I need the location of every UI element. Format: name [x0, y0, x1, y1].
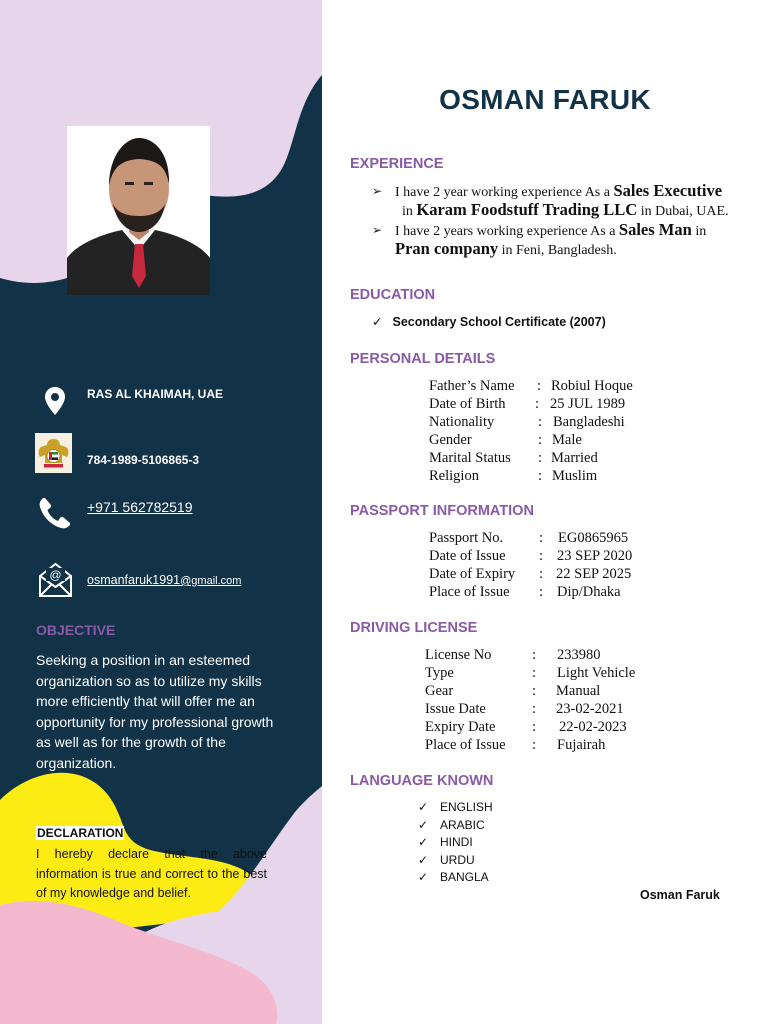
license-row: Place of Issue : Fujairah: [425, 737, 606, 753]
personal-row: Date of Birth : 25 JUL 1989: [429, 396, 626, 412]
personal-row: Religion : Muslim: [429, 468, 598, 484]
passport-table: [429, 530, 669, 602]
personal-row: Marital Status : Married: [429, 450, 598, 466]
personal-row: Nationality : Bangladeshi: [429, 414, 625, 430]
experience-list: [372, 183, 742, 261]
driving-license-heading: DRIVING LICENSE: [350, 620, 478, 636]
passport-heading: PASSPORT INFORMATION: [350, 503, 534, 519]
phone-icon: [38, 496, 72, 535]
experience-heading: EXPERIENCE: [350, 156, 444, 172]
arrow-bullet-icon: ➢: [372, 184, 383, 198]
check-icon: ✓: [418, 852, 429, 867]
location-text: RAS AL KHAIMAH, UAE: [87, 387, 224, 401]
svg-text:@: @: [49, 568, 62, 582]
license-row: Gear : Manual: [425, 683, 601, 699]
license-row: License No : 233980: [425, 647, 601, 663]
sidebar: [0, 0, 322, 1024]
license-row: Type : Light Vehicle: [425, 665, 636, 681]
email-user: osmanfaruk1991: [87, 573, 181, 587]
education-item: ✓ Secondary School Certificate (2007): [372, 315, 606, 329]
candidate-name: OSMAN FARUK: [439, 84, 651, 115]
language-item: ✓ URDU: [418, 852, 475, 867]
license-row: Expiry Date : 22-02-2023: [425, 719, 627, 735]
personal-row: Father’s Name : Robiul Hoque: [429, 378, 633, 394]
signature-name: Osman Faruk: [640, 888, 720, 902]
experience-role: Sales Executive: [613, 181, 723, 200]
personal-row: Gender : Male: [429, 432, 582, 448]
language-item: ✓ BANGLA: [418, 870, 489, 884]
location-pin-icon: [44, 386, 66, 421]
driving-license-table: [425, 647, 665, 755]
experience-item: ➢ I have 2 year working experience As a Sales Executive in Karam Foodstuff Trading LLC in Dubai, UAE.: [372, 181, 729, 219]
check-icon: ✓: [418, 835, 429, 849]
passport-row: Date of Issue : 23 SEP 2020: [429, 548, 633, 564]
declaration-text: I hereby declare that the above information is true and correct to the best of my knowledge and belief.: [36, 847, 267, 900]
objective-text: Seeking a position in an esteemed organization so as to utilize my skills more efficiently that will offer me an opportunity for my professional growth as well as for the growth of the organization.: [36, 652, 274, 771]
check-icon: ✓: [372, 315, 383, 329]
language-list: [418, 800, 493, 888]
profile-photo: [67, 126, 210, 295]
language-heading: LANGUAGE KNOWN: [350, 773, 494, 789]
language-item: ✓ ENGLISH: [418, 800, 493, 814]
education-heading: EDUCATION: [350, 287, 436, 303]
email-icon: [38, 562, 73, 603]
personal-details-heading: PERSONAL DETAILS: [350, 351, 496, 367]
phone-link[interactable]: +971 562782519: [87, 499, 193, 515]
arrow-bullet-icon: ➢: [372, 223, 383, 237]
personal-details-table: [429, 378, 669, 486]
passport-row: Date of Expiry : 22 SEP 2025: [429, 566, 632, 582]
passport-row: Place of Issue : Dip/Dhaka: [429, 584, 621, 600]
license-row: Issue Date : 23-02-2021: [425, 701, 624, 717]
experience-item: ➢ I have 2 years working experience As a Sales Man in Pran company in Feni, Bangladesh.: [372, 220, 707, 258]
declaration-heading: DECLARATION: [37, 826, 124, 840]
check-icon: ✓: [418, 817, 429, 832]
objective-heading: OBJECTIVE: [36, 622, 116, 638]
experience-role: Sales Man: [618, 220, 692, 239]
email-domain: @gmail.com: [180, 575, 242, 587]
language-item: ✓ HINDI: [418, 835, 473, 849]
uae-emblem-icon: [35, 433, 72, 478]
email-link[interactable]: [87, 573, 241, 587]
passport-row: Passport No. : EG0865965: [429, 530, 629, 546]
experience-company: Pran company: [395, 238, 499, 258]
check-icon: ✓: [418, 800, 429, 814]
emirates-id-text: 784-1989-5106865-3: [87, 453, 200, 467]
language-item: ✓ ARABIC: [418, 817, 485, 832]
experience-company: Karam Foodstuff Trading LLC: [416, 199, 638, 219]
check-icon: ✓: [418, 870, 429, 884]
